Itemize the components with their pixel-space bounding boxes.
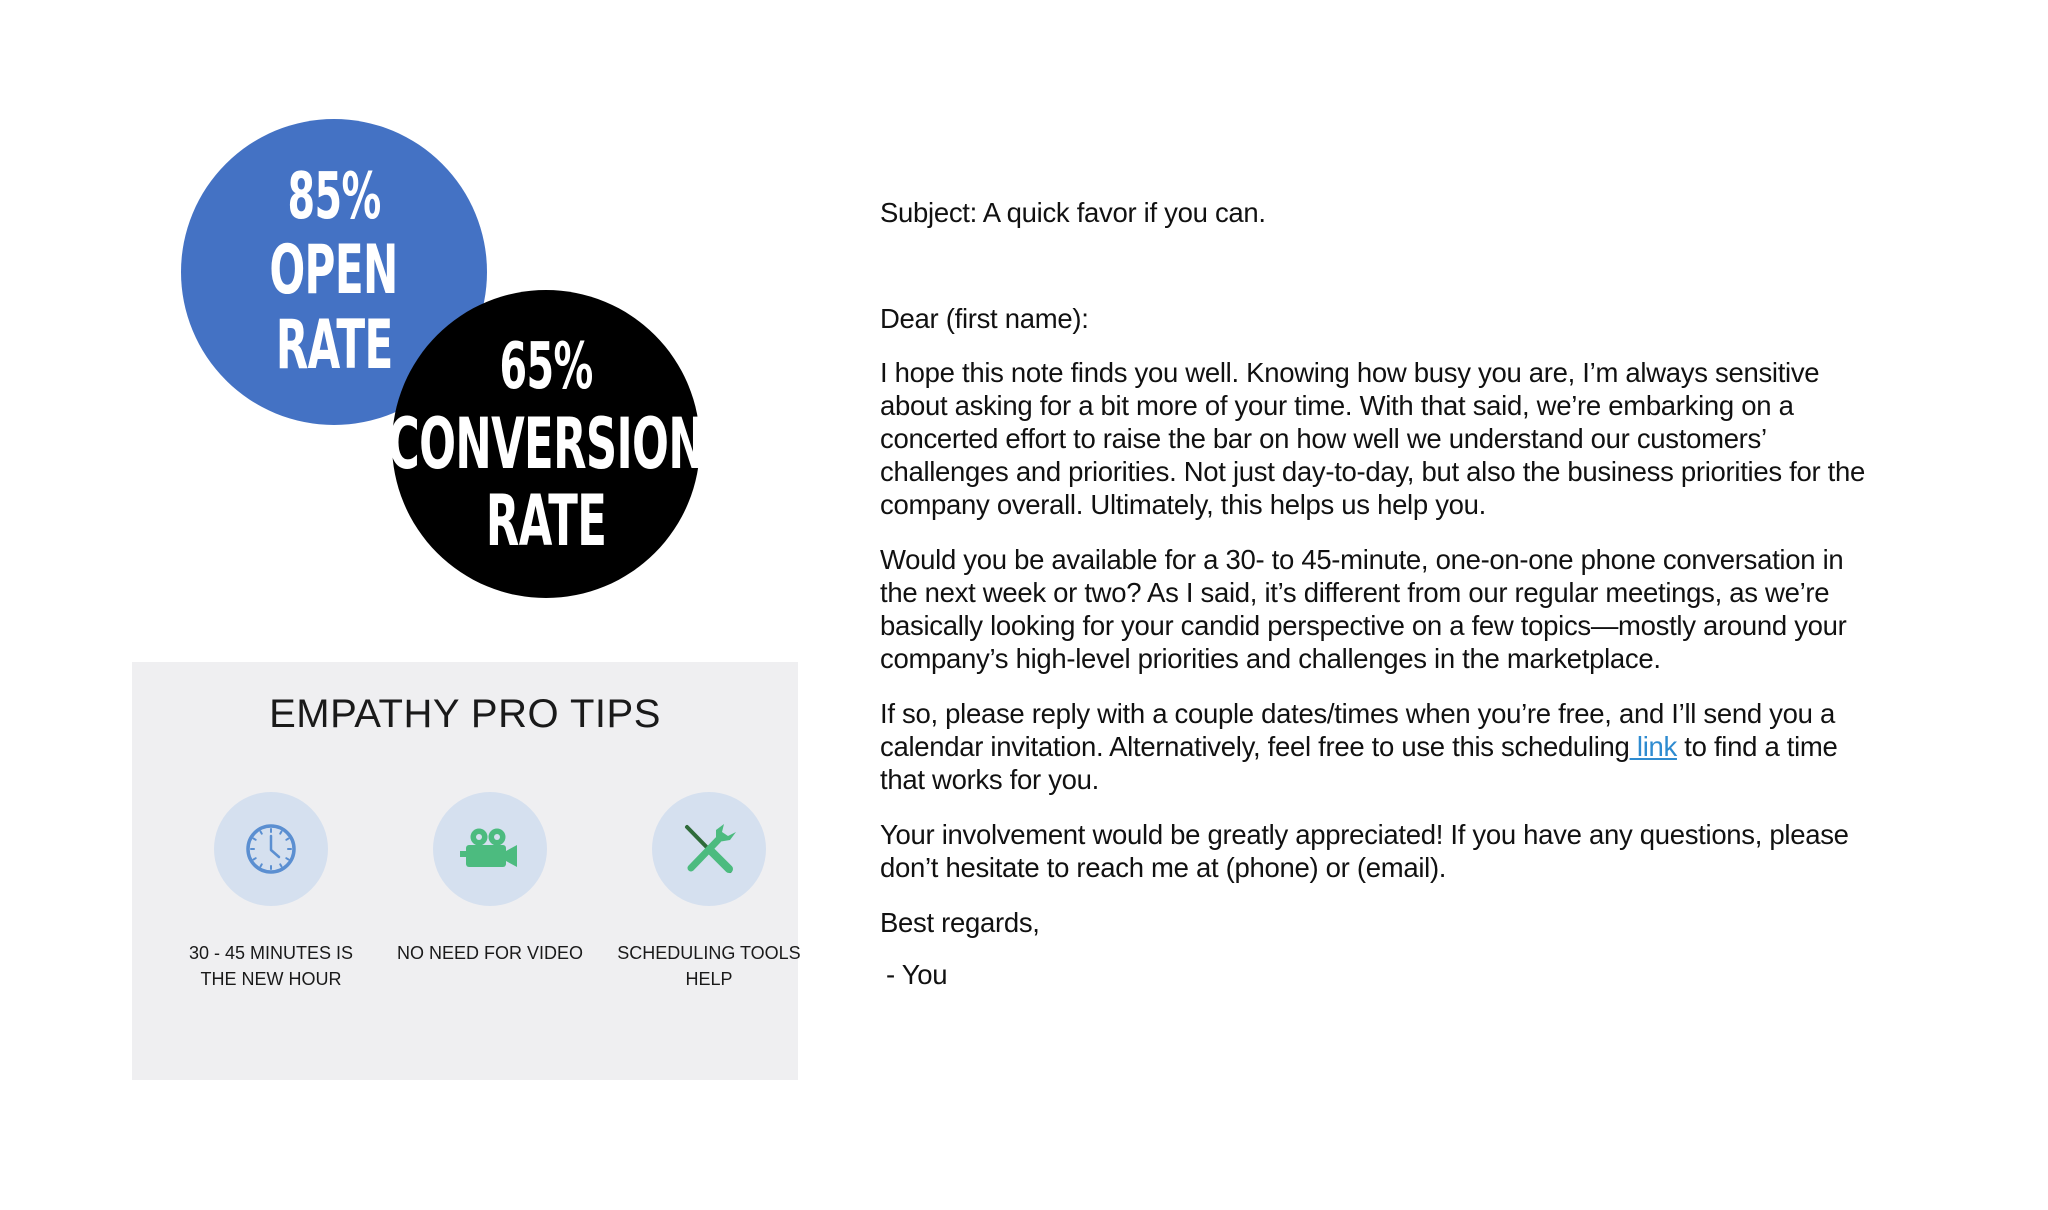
empathy-pro-tips-panel bbox=[132, 662, 801, 1080]
tip-label: 30 - 45 MINUTES IS THE NEW HOUR bbox=[188, 943, 354, 989]
tip-item-scheduling-tools bbox=[604, 792, 814, 992]
tools-icon bbox=[652, 792, 766, 906]
open-rate-percent: 85% bbox=[287, 160, 381, 234]
email-closing: Best regards, bbox=[880, 907, 1040, 938]
email-signature: - You bbox=[886, 959, 948, 990]
email-paragraph-3: If so, please reply with a couple dates/times when you’re free, and I’ll send you a calendar invitation. Alternatively, feel free to use this scheduling link to find a time that works for you. bbox=[880, 698, 1838, 795]
tip-label: SCHEDULING TOOLS HELP bbox=[617, 943, 801, 989]
email-paragraph-1: I hope this note finds you well. Knowing how busy you are, I’m always sensitive about asking for a bit more of your time. With that said, we’re embarking on a concerted effort to raise the bar on how well we understand our customers’ challenges and priorities. Not just day-to-day, but also the business priorities for the company overall. Ultimately, this helps us help you. bbox=[880, 357, 1866, 520]
conversion-rate-label-line2: RATE bbox=[485, 480, 607, 562]
tip-item-no-video bbox=[385, 792, 595, 966]
scheduling-link[interactable]: link bbox=[1629, 731, 1677, 762]
email-paragraph-2: Would you be available for a 30- to 45-minute, one-on-one phone conversation in the next week or two? As I said, it’s different from our regular meetings, as we’re basically looking for your candid perspective on a few topics—mostly around your company’s high-level priorities and challenges in the marketplace. bbox=[880, 544, 1847, 674]
email-subject: Subject: A quick favor if you can. bbox=[880, 197, 1266, 228]
video-camera-icon bbox=[433, 792, 547, 906]
email-paragraph-4: Your involvement would be greatly appreciated! If you have any questions, please don’t hesitate to reach me at (phone) or (email). bbox=[880, 819, 1849, 883]
tip-label: NO NEED FOR VIDEO bbox=[396, 943, 584, 963]
tip-item-meeting-length bbox=[166, 792, 376, 992]
clock-icon bbox=[214, 792, 328, 906]
conversion-rate-percent: 65% bbox=[499, 330, 593, 404]
conversion-rate-label-line1: CONVERSION bbox=[387, 403, 705, 485]
open-rate-label-line1: OPEN bbox=[269, 231, 399, 310]
tips-title: EMPATHY PRO TIPS bbox=[269, 692, 661, 736]
email-salutation: Dear (first name): bbox=[880, 303, 1089, 334]
conversion-rate-circle bbox=[387, 290, 705, 598]
open-rate-label-line2: RATE bbox=[275, 306, 393, 385]
email-template bbox=[880, 196, 1880, 991]
